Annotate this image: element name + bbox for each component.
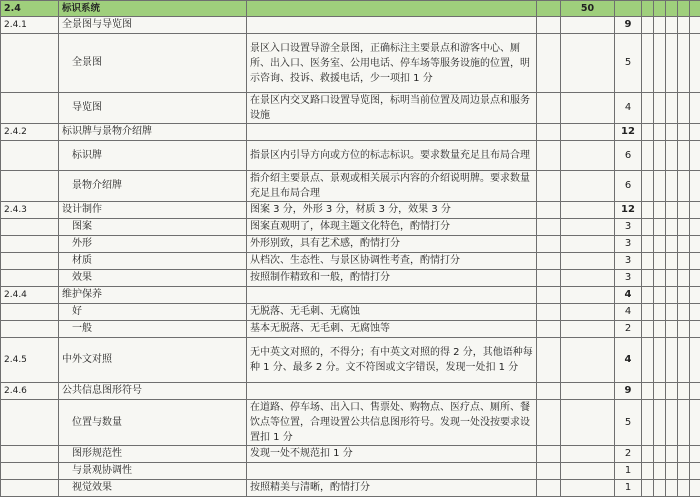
item-name: 景物介绍牌 bbox=[59, 171, 247, 202]
item-criteria: 景区入口设置导游全景图，正确标注主要景点和游客中心、厕所、出入口、医务室、公用电话、停车场等服务设施的位置，明示咨询、投诉、救援电话，少一项扣 1 分 bbox=[247, 34, 537, 93]
item-row bbox=[1, 171, 700, 202]
item-score: 2 bbox=[615, 446, 642, 463]
section-code: 2.4.1 bbox=[1, 17, 59, 34]
item-criteria: 基本无脱落、无毛刺、无腐蚀等 bbox=[247, 321, 537, 338]
item-score: 4 bbox=[615, 304, 642, 321]
section-score: 9 bbox=[615, 17, 642, 34]
item-name: 全景图 bbox=[59, 34, 247, 93]
item-row bbox=[1, 400, 700, 446]
section-row bbox=[1, 383, 700, 400]
section-code: 2.4.4 bbox=[1, 287, 59, 304]
section-code: 2.4.6 bbox=[1, 383, 59, 400]
item-name: 外形 bbox=[59, 236, 247, 253]
item-name: 好 bbox=[59, 304, 247, 321]
section-title: 维护保养 bbox=[59, 287, 247, 304]
item-score: 3 bbox=[615, 236, 642, 253]
section-criteria bbox=[247, 287, 537, 304]
section-title: 标识牌与景物介绍牌 bbox=[59, 124, 247, 141]
item-row bbox=[1, 304, 700, 321]
item-score: 5 bbox=[615, 34, 642, 93]
item-name: 一般 bbox=[59, 321, 247, 338]
section-row bbox=[1, 287, 700, 304]
category-code: 2.4 bbox=[1, 1, 59, 17]
section-criteria: 图案 3 分，外形 3 分，材质 3 分，效果 3 分 bbox=[247, 202, 537, 219]
category-total-score: 50 bbox=[561, 1, 615, 17]
item-row bbox=[1, 253, 700, 270]
item-name: 与景观协调性 bbox=[59, 463, 247, 480]
item-criteria: 按照制作精致和一般，酌情打分 bbox=[247, 270, 537, 287]
category-title: 标识系统 bbox=[59, 1, 247, 17]
item-row bbox=[1, 34, 700, 93]
item-row bbox=[1, 270, 700, 287]
section-row bbox=[1, 17, 700, 34]
section-title: 中外文对照 bbox=[59, 338, 247, 383]
section-score: 4 bbox=[615, 287, 642, 304]
item-criteria bbox=[247, 463, 537, 480]
item-row bbox=[1, 480, 700, 497]
item-row bbox=[1, 219, 700, 236]
item-score: 6 bbox=[615, 171, 642, 202]
item-name: 图形规范性 bbox=[59, 446, 247, 463]
item-name: 材质 bbox=[59, 253, 247, 270]
section-row bbox=[1, 338, 700, 383]
item-row bbox=[1, 236, 700, 253]
item-score: 1 bbox=[615, 463, 642, 480]
item-criteria: 按照精美与清晰，酌情打分 bbox=[247, 480, 537, 497]
item-row bbox=[1, 321, 700, 338]
item-name: 图案 bbox=[59, 219, 247, 236]
section-score: 12 bbox=[615, 202, 642, 219]
item-score: 4 bbox=[615, 93, 642, 124]
section-criteria bbox=[247, 124, 537, 141]
section-criteria: 无中英文对照的，不得分；有中英文对照的得 2 分，其他语种每种 1 分、最多 2 分。文不符图或文字错误，发现一处扣 1 分 bbox=[247, 338, 537, 383]
item-score: 1 bbox=[615, 480, 642, 497]
item-criteria: 指介绍主要景点、景观或相关展示内容的介绍说明牌。要求数量充足且布局合理 bbox=[247, 171, 537, 202]
item-name: 视觉效果 bbox=[59, 480, 247, 497]
item-score: 3 bbox=[615, 270, 642, 287]
item-row bbox=[1, 446, 700, 463]
item-name: 效果 bbox=[59, 270, 247, 287]
item-row bbox=[1, 463, 700, 480]
item-criteria: 无脱落、无毛刺、无腐蚀 bbox=[247, 304, 537, 321]
section-score: 12 bbox=[615, 124, 642, 141]
item-row bbox=[1, 141, 700, 171]
item-name: 导览图 bbox=[59, 93, 247, 124]
section-row bbox=[1, 124, 700, 141]
section-score: 9 bbox=[615, 383, 642, 400]
section-code: 2.4.3 bbox=[1, 202, 59, 219]
section-code: 2.4.5 bbox=[1, 338, 59, 383]
item-criteria: 在道路、停车场、出入口、售票处、购物点、医疗点、厕所、餐饮点等位置，合理设置公共信息图形符号。发现一处没按要求设置扣 1 分 bbox=[247, 400, 537, 446]
item-score: 5 bbox=[615, 400, 642, 446]
section-criteria bbox=[247, 17, 537, 34]
item-criteria: 在景区内交叉路口设置导览图，标明当前位置及周边景点和服务设施 bbox=[247, 93, 537, 124]
section-title: 全景图与导览图 bbox=[59, 17, 247, 34]
item-criteria: 图案直观明了，体现主题文化特色，酌情打分 bbox=[247, 219, 537, 236]
item-name: 位置与数量 bbox=[59, 400, 247, 446]
section-title: 设计制作 bbox=[59, 202, 247, 219]
item-score: 6 bbox=[615, 141, 642, 171]
section-code: 2.4.2 bbox=[1, 124, 59, 141]
section-title: 公共信息图形符号 bbox=[59, 383, 247, 400]
item-row bbox=[1, 93, 700, 124]
section-row bbox=[1, 202, 700, 219]
item-criteria: 外形别致，具有艺术感，酌情打分 bbox=[247, 236, 537, 253]
item-criteria: 指景区内引导方向或方位的标志标识。要求数量充足且布局合理 bbox=[247, 141, 537, 171]
item-criteria: 发现一处不规范扣 1 分 bbox=[247, 446, 537, 463]
section-score: 4 bbox=[615, 338, 642, 383]
item-score: 3 bbox=[615, 219, 642, 236]
category-header-row bbox=[1, 1, 700, 17]
item-name: 标识牌 bbox=[59, 141, 247, 171]
item-criteria: 从档次、生态性、与景区协调性考查，酌情打分 bbox=[247, 253, 537, 270]
item-score: 2 bbox=[615, 321, 642, 338]
item-score: 3 bbox=[615, 253, 642, 270]
section-criteria bbox=[247, 383, 537, 400]
